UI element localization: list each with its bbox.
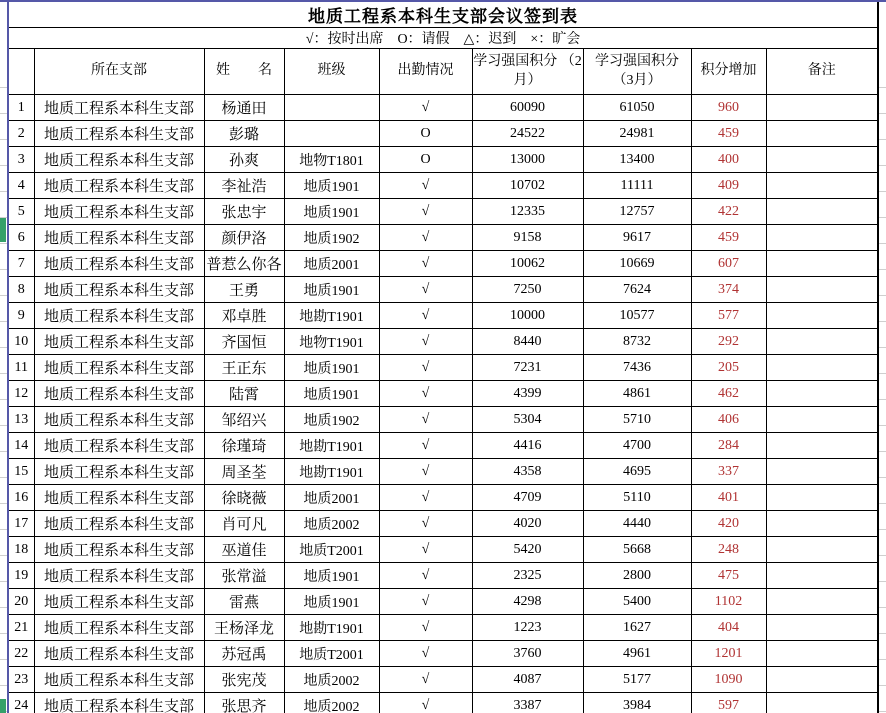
note-cell[interactable] [766, 693, 878, 713]
table-row [8, 485, 878, 511]
increase-cell[interactable]: 597 [691, 693, 766, 713]
branch-cell[interactable]: 地质工程系本科生支部 [34, 381, 204, 407]
increase-cell[interactable]: 404 [691, 615, 766, 641]
increase-cell[interactable]: 248 [691, 537, 766, 563]
class-cell[interactable]: 地质2002 [284, 511, 379, 537]
name-cell[interactable]: 孙爽 [204, 147, 284, 173]
score-feb-cell[interactable]: 13000 [472, 147, 583, 173]
class-cell[interactable]: 地勘T1901 [284, 303, 379, 329]
score-feb-cell[interactable]: 4416 [472, 433, 583, 459]
table-row [8, 381, 878, 407]
table-row [8, 121, 878, 147]
table-row [8, 511, 878, 537]
increase-cell[interactable]: 337 [691, 459, 766, 485]
class-cell[interactable]: 地质1901 [284, 173, 379, 199]
increase-cell[interactable]: 401 [691, 485, 766, 511]
attendance-cell[interactable]: √ [379, 355, 472, 381]
branch-cell[interactable]: 地质工程系本科生支部 [34, 121, 204, 147]
column-header-increase[interactable]: 积分增加 [691, 49, 766, 95]
name-cell[interactable]: 苏冠禹 [204, 641, 284, 667]
branch-cell[interactable]: 地质工程系本科生支部 [34, 95, 204, 121]
table-row [8, 641, 878, 667]
branch-cell[interactable]: 地质工程系本科生支部 [34, 407, 204, 433]
increase-cell[interactable]: 406 [691, 407, 766, 433]
score-mar-cell[interactable]: 9617 [583, 225, 691, 251]
row-number-cell[interactable]: 3 [8, 147, 34, 173]
sheet-title[interactable]: 地质工程系本科生支部会议签到表 [8, 2, 878, 28]
score-mar-cell[interactable]: 24981 [583, 121, 691, 147]
branch-cell[interactable]: 地质工程系本科生支部 [34, 225, 204, 251]
name-cell[interactable]: 颜伊洛 [204, 225, 284, 251]
score-mar-cell[interactable]: 10577 [583, 303, 691, 329]
score-feb-cell[interactable]: 10702 [472, 173, 583, 199]
increase-cell[interactable]: 422 [691, 199, 766, 225]
branch-cell[interactable]: 地质工程系本科生支部 [34, 277, 204, 303]
attendance-cell[interactable]: √ [379, 693, 472, 713]
score-mar-cell[interactable]: 1627 [583, 615, 691, 641]
row-number-cell[interactable]: 13 [8, 407, 34, 433]
attendance-cell[interactable]: √ [379, 173, 472, 199]
class-cell[interactable]: 地质1901 [284, 277, 379, 303]
note-cell[interactable] [766, 199, 878, 225]
attendance-cell[interactable]: √ [379, 589, 472, 615]
branch-cell[interactable]: 地质工程系本科生支部 [34, 615, 204, 641]
score-mar-cell[interactable]: 4695 [583, 459, 691, 485]
increase-cell[interactable]: 577 [691, 303, 766, 329]
attendance-cell[interactable]: √ [379, 303, 472, 329]
table-row [8, 693, 878, 713]
table-row [8, 667, 878, 693]
attendance-cell[interactable]: √ [379, 563, 472, 589]
score-mar-cell[interactable]: 61050 [583, 95, 691, 121]
column-header-attendance[interactable]: 出勤情况 [379, 49, 472, 95]
sign-in-table [7, 2, 879, 713]
score-feb-cell[interactable]: 8440 [472, 329, 583, 355]
branch-cell[interactable]: 地质工程系本科生支部 [34, 537, 204, 563]
score-feb-cell[interactable]: 5420 [472, 537, 583, 563]
score-mar-cell[interactable]: 4440 [583, 511, 691, 537]
class-cell[interactable] [284, 95, 379, 121]
note-cell[interactable] [766, 511, 878, 537]
name-cell[interactable]: 徐晓薇 [204, 485, 284, 511]
name-cell[interactable]: 雷燕 [204, 589, 284, 615]
increase-cell[interactable]: 292 [691, 329, 766, 355]
table-row [8, 95, 878, 121]
table-row [8, 407, 878, 433]
attendance-cell[interactable]: √ [379, 277, 472, 303]
row-number-cell[interactable]: 9 [8, 303, 34, 329]
attendance-cell[interactable]: √ [379, 199, 472, 225]
table-row [8, 173, 878, 199]
increase-cell[interactable]: 409 [691, 173, 766, 199]
increase-cell[interactable]: 205 [691, 355, 766, 381]
class-cell[interactable]: 地质1901 [284, 199, 379, 225]
attendance-cell[interactable]: O [379, 147, 472, 173]
branch-cell[interactable]: 地质工程系本科生支部 [34, 355, 204, 381]
increase-cell[interactable]: 420 [691, 511, 766, 537]
column-header-score-feb[interactable]: 学习强国积分 （2月） [472, 49, 583, 95]
branch-cell[interactable]: 地质工程系本科生支部 [34, 433, 204, 459]
score-mar-cell[interactable]: 5110 [583, 485, 691, 511]
row-number-cell[interactable]: 14 [8, 433, 34, 459]
note-cell[interactable] [766, 433, 878, 459]
name-cell[interactable]: 张宪茂 [204, 667, 284, 693]
name-cell[interactable]: 齐国恒 [204, 329, 284, 355]
left-gridline-gutter [0, 62, 7, 713]
score-feb-cell[interactable]: 9158 [472, 225, 583, 251]
score-feb-cell[interactable]: 60090 [472, 95, 583, 121]
table-row [8, 199, 878, 225]
note-cell[interactable] [766, 355, 878, 381]
increase-cell[interactable]: 960 [691, 95, 766, 121]
class-cell[interactable]: 地物T1801 [284, 147, 379, 173]
increase-cell[interactable]: 462 [691, 381, 766, 407]
name-cell[interactable]: 张忠宇 [204, 199, 284, 225]
score-feb-cell[interactable]: 4358 [472, 459, 583, 485]
note-cell[interactable] [766, 329, 878, 355]
note-cell[interactable] [766, 459, 878, 485]
table-row [8, 329, 878, 355]
increase-cell[interactable]: 1102 [691, 589, 766, 615]
attendance-cell[interactable]: √ [379, 433, 472, 459]
score-mar-cell[interactable]: 7436 [583, 355, 691, 381]
score-mar-cell[interactable]: 10669 [583, 251, 691, 277]
attendance-legend[interactable]: √：按时出席 O：请假 △：迟到 ×：旷会 [8, 28, 878, 49]
score-feb-cell[interactable]: 5304 [472, 407, 583, 433]
score-feb-cell[interactable]: 3387 [472, 693, 583, 713]
attendance-cell[interactable]: √ [379, 485, 472, 511]
score-feb-cell[interactable]: 4298 [472, 589, 583, 615]
score-feb-cell[interactable]: 3760 [472, 641, 583, 667]
score-mar-cell[interactable]: 2800 [583, 563, 691, 589]
note-cell[interactable] [766, 173, 878, 199]
class-cell[interactable]: 地勘T1901 [284, 615, 379, 641]
note-cell[interactable] [766, 303, 878, 329]
attendance-cell[interactable]: √ [379, 251, 472, 277]
row-number-cell[interactable]: 12 [8, 381, 34, 407]
increase-cell[interactable]: 459 [691, 225, 766, 251]
note-cell[interactable] [766, 381, 878, 407]
table-row [8, 277, 878, 303]
note-cell[interactable] [766, 251, 878, 277]
name-cell[interactable]: 肖可凡 [204, 511, 284, 537]
class-cell[interactable]: 地质2002 [284, 667, 379, 693]
increase-cell[interactable]: 400 [691, 147, 766, 173]
attendance-cell[interactable]: √ [379, 407, 472, 433]
attendance-cell[interactable]: √ [379, 615, 472, 641]
name-cell[interactable]: 巫道佳 [204, 537, 284, 563]
score-mar-cell[interactable]: 5668 [583, 537, 691, 563]
branch-cell[interactable]: 地质工程系本科生支部 [34, 693, 204, 713]
increase-cell[interactable]: 374 [691, 277, 766, 303]
row-number-cell[interactable]: 2 [8, 121, 34, 147]
table-row [8, 147, 878, 173]
row-number-cell[interactable]: 19 [8, 563, 34, 589]
branch-cell[interactable]: 地质工程系本科生支部 [34, 589, 204, 615]
right-gridline-gutter [878, 62, 886, 713]
name-cell[interactable]: 周圣荃 [204, 459, 284, 485]
note-cell[interactable] [766, 485, 878, 511]
row-number-cell[interactable]: 20 [8, 589, 34, 615]
corner-header-cell[interactable] [8, 49, 34, 95]
score-mar-cell[interactable]: 8732 [583, 329, 691, 355]
attendance-cell[interactable]: √ [379, 225, 472, 251]
branch-cell[interactable]: 地质工程系本科生支部 [34, 563, 204, 589]
row-number-cell[interactable]: 4 [8, 173, 34, 199]
note-cell[interactable] [766, 563, 878, 589]
row-number-cell[interactable]: 8 [8, 277, 34, 303]
score-mar-cell[interactable]: 4961 [583, 641, 691, 667]
table-row [8, 589, 878, 615]
branch-cell[interactable]: 地质工程系本科生支部 [34, 459, 204, 485]
attendance-cell[interactable]: √ [379, 459, 472, 485]
branch-cell[interactable]: 地质工程系本科生支部 [34, 147, 204, 173]
increase-cell[interactable]: 284 [691, 433, 766, 459]
branch-cell[interactable]: 地质工程系本科生支部 [34, 485, 204, 511]
attendance-cell[interactable]: √ [379, 511, 472, 537]
table-row [8, 563, 878, 589]
note-cell[interactable] [766, 407, 878, 433]
class-cell[interactable]: 地质T2001 [284, 537, 379, 563]
score-mar-cell[interactable]: 4861 [583, 381, 691, 407]
attendance-cell[interactable]: √ [379, 667, 472, 693]
attendance-cell[interactable]: √ [379, 537, 472, 563]
increase-cell[interactable]: 475 [691, 563, 766, 589]
score-mar-cell[interactable]: 5400 [583, 589, 691, 615]
score-feb-cell[interactable]: 7231 [472, 355, 583, 381]
table-row [8, 225, 878, 251]
class-cell[interactable]: 地勘T1901 [284, 459, 379, 485]
increase-cell[interactable]: 1201 [691, 641, 766, 667]
column-header-branch[interactable]: 所在支部 [34, 49, 204, 95]
class-cell[interactable]: 地质2002 [284, 693, 379, 713]
name-cell[interactable]: 杨通田 [204, 95, 284, 121]
selection-marker [0, 218, 6, 242]
name-cell[interactable]: 邹绍兴 [204, 407, 284, 433]
score-feb-cell[interactable]: 7250 [472, 277, 583, 303]
class-cell[interactable]: 地物T1901 [284, 329, 379, 355]
score-mar-cell[interactable]: 3984 [583, 693, 691, 713]
note-cell[interactable] [766, 667, 878, 693]
row-number-cell[interactable]: 18 [8, 537, 34, 563]
class-cell[interactable]: 地质1901 [284, 563, 379, 589]
name-cell[interactable]: 张常溢 [204, 563, 284, 589]
increase-cell[interactable]: 459 [691, 121, 766, 147]
row-number-cell[interactable]: 15 [8, 459, 34, 485]
score-mar-cell[interactable]: 11111 [583, 173, 691, 199]
table-row [8, 303, 878, 329]
table-row [8, 537, 878, 563]
class-cell[interactable]: 地质2001 [284, 485, 379, 511]
class-cell[interactable]: 地质2001 [284, 251, 379, 277]
class-cell[interactable]: 地勘T1901 [284, 433, 379, 459]
branch-cell[interactable]: 地质工程系本科生支部 [34, 641, 204, 667]
note-cell[interactable] [766, 615, 878, 641]
table-row [8, 355, 878, 381]
score-mar-cell[interactable]: 5710 [583, 407, 691, 433]
column-header-note[interactable]: 备注 [766, 49, 878, 95]
class-cell[interactable]: 地质1901 [284, 355, 379, 381]
name-cell[interactable]: 陆霄 [204, 381, 284, 407]
name-cell[interactable]: 王杨泽龙 [204, 615, 284, 641]
class-cell[interactable]: 地质1902 [284, 407, 379, 433]
note-cell[interactable] [766, 277, 878, 303]
row-number-cell[interactable]: 16 [8, 485, 34, 511]
name-cell[interactable]: 彭璐 [204, 121, 284, 147]
row-number-cell[interactable]: 17 [8, 511, 34, 537]
score-feb-cell[interactable]: 12335 [472, 199, 583, 225]
branch-cell[interactable]: 地质工程系本科生支部 [34, 251, 204, 277]
attendance-cell[interactable]: O [379, 121, 472, 147]
score-mar-cell[interactable]: 7624 [583, 277, 691, 303]
row-number-cell[interactable]: 23 [8, 667, 34, 693]
note-cell[interactable] [766, 225, 878, 251]
note-cell[interactable] [766, 121, 878, 147]
score-feb-cell[interactable]: 4709 [472, 485, 583, 511]
note-cell[interactable] [766, 537, 878, 563]
branch-cell[interactable]: 地质工程系本科生支部 [34, 199, 204, 225]
row-number-cell[interactable]: 6 [8, 225, 34, 251]
note-cell[interactable] [766, 641, 878, 667]
score-feb-cell[interactable]: 4020 [472, 511, 583, 537]
class-cell[interactable]: 地质1901 [284, 589, 379, 615]
column-header-class[interactable]: 班级 [284, 49, 379, 95]
score-feb-cell[interactable]: 2325 [472, 563, 583, 589]
attendance-cell[interactable]: √ [379, 381, 472, 407]
score-feb-cell[interactable]: 10062 [472, 251, 583, 277]
selection-marker [0, 699, 6, 713]
row-number-cell[interactable]: 1 [8, 95, 34, 121]
note-cell[interactable] [766, 147, 878, 173]
score-feb-cell[interactable]: 24522 [472, 121, 583, 147]
score-mar-cell[interactable]: 4700 [583, 433, 691, 459]
name-cell[interactable]: 王正东 [204, 355, 284, 381]
branch-cell[interactable]: 地质工程系本科生支部 [34, 667, 204, 693]
row-number-cell[interactable]: 21 [8, 615, 34, 641]
attendance-cell[interactable]: √ [379, 95, 472, 121]
table-row [8, 251, 878, 277]
score-mar-cell[interactable]: 12757 [583, 199, 691, 225]
row-number-cell[interactable]: 24 [8, 693, 34, 713]
name-cell[interactable]: 邓卓胜 [204, 303, 284, 329]
score-feb-cell[interactable]: 10000 [472, 303, 583, 329]
name-cell[interactable]: 徐瑾琦 [204, 433, 284, 459]
name-cell[interactable]: 王勇 [204, 277, 284, 303]
score-feb-cell[interactable]: 4087 [472, 667, 583, 693]
score-mar-cell[interactable]: 13400 [583, 147, 691, 173]
increase-cell[interactable]: 607 [691, 251, 766, 277]
note-cell[interactable] [766, 95, 878, 121]
row-number-cell[interactable]: 5 [8, 199, 34, 225]
table-row [8, 459, 878, 485]
row-number-cell[interactable]: 22 [8, 641, 34, 667]
name-cell[interactable]: 李祉浩 [204, 173, 284, 199]
row-number-cell[interactable]: 11 [8, 355, 34, 381]
column-header-name[interactable]: 姓 名 [204, 49, 284, 95]
name-cell[interactable]: 张思齐 [204, 693, 284, 713]
branch-cell[interactable]: 地质工程系本科生支部 [34, 511, 204, 537]
table-row [8, 433, 878, 459]
class-cell[interactable]: 地质T2001 [284, 641, 379, 667]
score-feb-cell[interactable]: 1223 [472, 615, 583, 641]
class-cell[interactable] [284, 121, 379, 147]
increase-cell[interactable]: 1090 [691, 667, 766, 693]
attendance-cell[interactable]: √ [379, 329, 472, 355]
attendance-cell[interactable]: √ [379, 641, 472, 667]
class-cell[interactable]: 地质1902 [284, 225, 379, 251]
note-cell[interactable] [766, 589, 878, 615]
branch-cell[interactable]: 地质工程系本科生支部 [34, 173, 204, 199]
column-header-score-mar[interactable]: 学习强国积分 （3月） [583, 49, 691, 95]
branch-cell[interactable]: 地质工程系本科生支部 [34, 329, 204, 355]
row-number-cell[interactable]: 10 [8, 329, 34, 355]
table-row [8, 615, 878, 641]
score-mar-cell[interactable]: 5177 [583, 667, 691, 693]
class-cell[interactable]: 地质1901 [284, 381, 379, 407]
row-number-cell[interactable]: 7 [8, 251, 34, 277]
branch-cell[interactable]: 地质工程系本科生支部 [34, 303, 204, 329]
score-feb-cell[interactable]: 4399 [472, 381, 583, 407]
name-cell[interactable]: 普惹么你各 [204, 251, 284, 277]
